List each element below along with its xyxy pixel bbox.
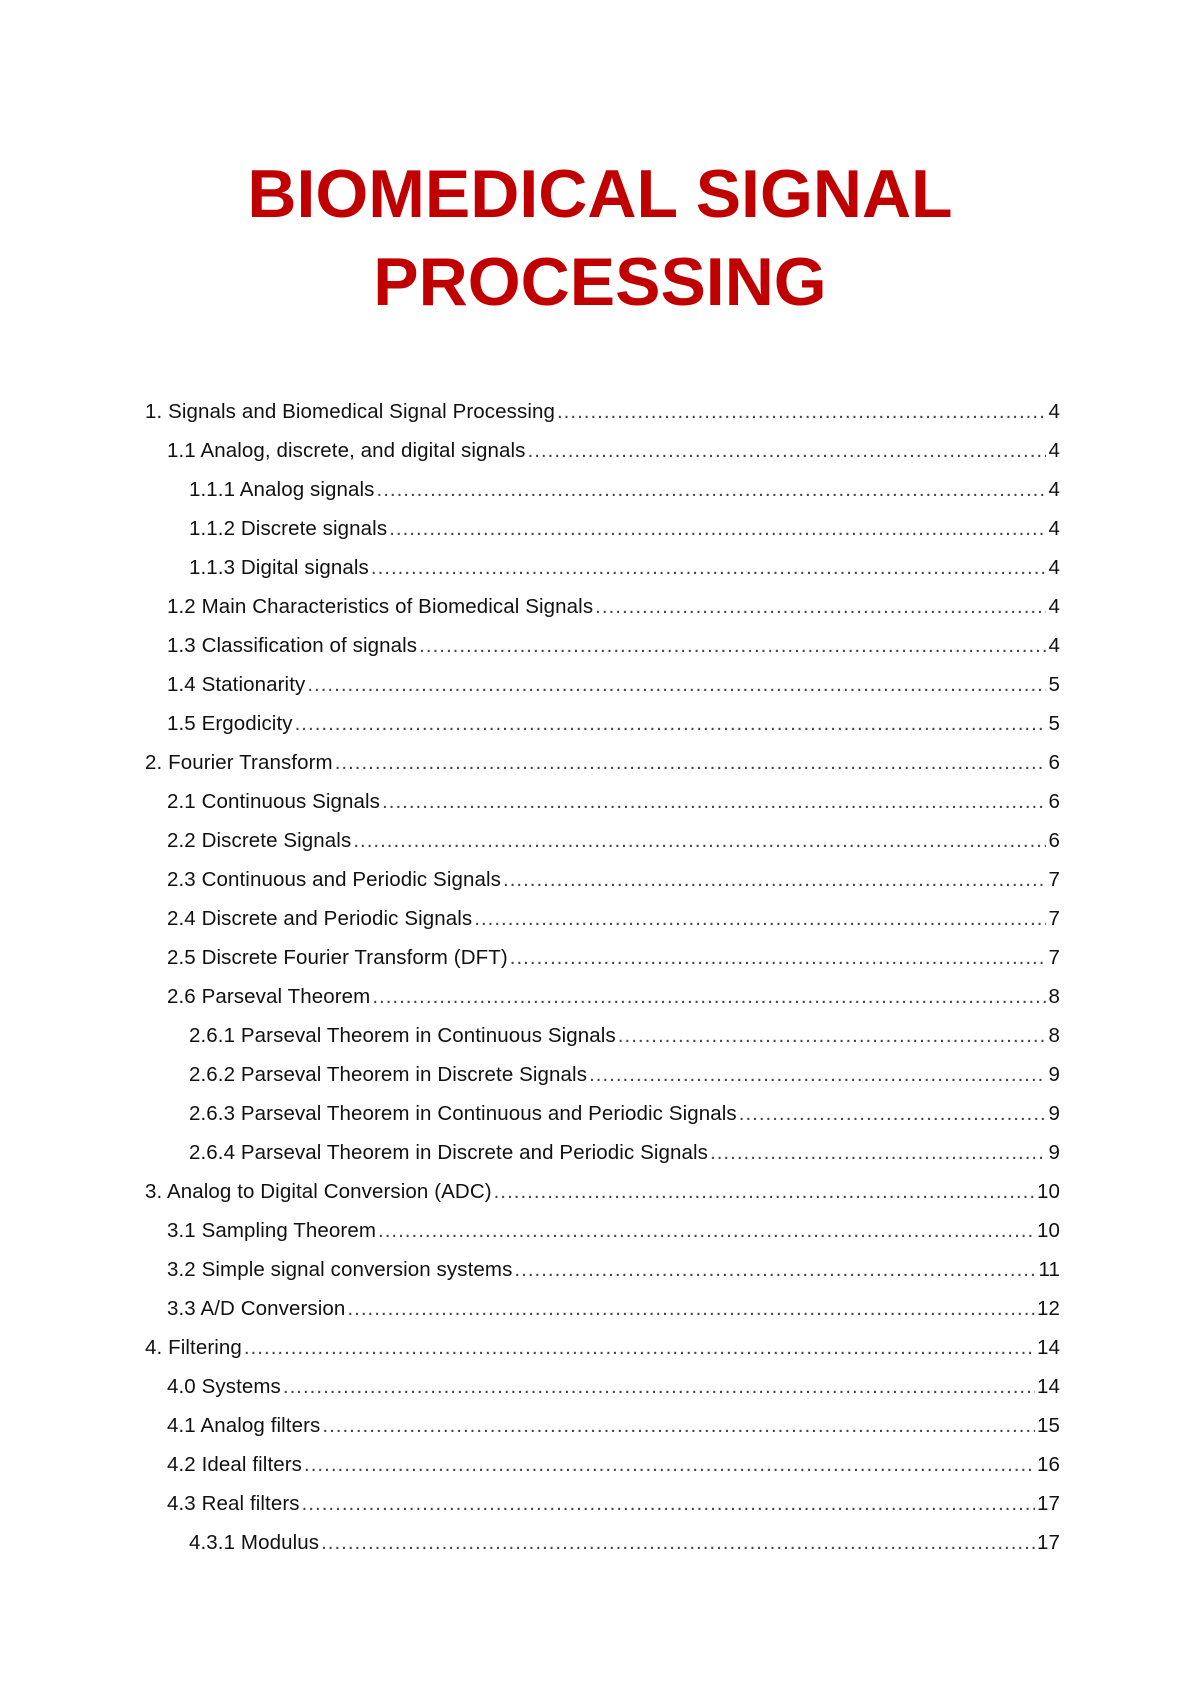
toc-dot-leader: [618, 1016, 1047, 1055]
toc-entry-title: 3.3 A/D Conversion: [167, 1297, 346, 1320]
toc-entry-title: 2. Fourier Transform: [145, 751, 333, 774]
toc-dot-leader: [474, 899, 1046, 938]
toc-page-number: 5: [1048, 712, 1060, 735]
toc-entry[interactable]: [145, 1484, 1060, 1523]
toc-dot-leader: [302, 1484, 1035, 1523]
toc-entry[interactable]: [145, 1328, 1060, 1367]
toc-page-number: 6: [1048, 751, 1060, 774]
toc-entry-title: 3.2 Simple signal conversion systems: [167, 1258, 513, 1281]
toc-entry[interactable]: [145, 782, 1060, 821]
toc-page-number: 6: [1048, 790, 1060, 813]
toc-dot-leader: [389, 509, 1046, 548]
toc-entry[interactable]: [145, 392, 1060, 431]
toc-entry-title: 4.3.1 Modulus: [189, 1531, 320, 1554]
toc-entry[interactable]: [145, 1211, 1060, 1250]
toc-page-number: 9: [1048, 1102, 1060, 1125]
toc-entry[interactable]: [145, 1289, 1060, 1328]
toc-dot-leader: [510, 938, 1047, 977]
toc-entry[interactable]: [145, 1133, 1060, 1172]
toc-entry-title: 3.1 Sampling Theorem: [167, 1219, 377, 1242]
toc-dot-leader: [353, 821, 1046, 860]
toc-dot-leader: [557, 392, 1047, 431]
toc-dot-leader: [595, 587, 1046, 626]
toc-dot-leader: [382, 782, 1046, 821]
table-of-contents: [145, 392, 1060, 1562]
toc-dot-leader: [589, 1055, 1046, 1094]
toc-dot-leader: [739, 1094, 1047, 1133]
toc-page-number: 17: [1036, 1531, 1060, 1554]
toc-entry[interactable]: [145, 1250, 1060, 1289]
toc-entry[interactable]: [145, 626, 1060, 665]
toc-dot-leader: [514, 1250, 1036, 1289]
toc-entry[interactable]: [145, 665, 1060, 704]
toc-page-number: 8: [1048, 1024, 1060, 1047]
toc-entry[interactable]: [145, 587, 1060, 626]
toc-dot-leader: [378, 1211, 1035, 1250]
toc-page-number: 4: [1048, 634, 1060, 657]
toc-entry-title: 4.2 Ideal filters: [167, 1453, 303, 1476]
toc-dot-leader: [372, 977, 1046, 1016]
toc-page-number: 16: [1036, 1453, 1060, 1476]
toc-entry[interactable]: [145, 1055, 1060, 1094]
toc-dot-leader: [528, 431, 1047, 470]
toc-entry-title: 1.2 Main Characteristics of Biomedical Signals: [167, 595, 594, 618]
toc-page-number: 4: [1048, 439, 1060, 462]
toc-entry[interactable]: [145, 899, 1060, 938]
toc-dot-leader: [244, 1328, 1035, 1367]
toc-dot-leader: [494, 1172, 1035, 1211]
document-title: [0, 150, 1200, 326]
toc-page-number: 9: [1048, 1063, 1060, 1086]
toc-entry[interactable]: [145, 1523, 1060, 1562]
toc-entry-title: 4.3 Real filters: [167, 1492, 300, 1515]
toc-entry[interactable]: [145, 1094, 1060, 1133]
toc-dot-leader: [307, 665, 1046, 704]
toc-page-number: 7: [1048, 868, 1060, 891]
toc-page-number: 4: [1048, 517, 1060, 540]
toc-entry-title: 1.4 Stationarity: [167, 673, 306, 696]
toc-entry-title: 4.1 Analog filters: [167, 1414, 321, 1437]
toc-entry[interactable]: [145, 509, 1060, 548]
toc-entry-title: 2.6.4 Parseval Theorem in Discrete and Periodic Signals: [189, 1141, 709, 1164]
toc-entry-title: 1.1.2 Discrete signals: [189, 517, 388, 540]
toc-page-number: 17: [1036, 1492, 1060, 1515]
toc-page-number: 8: [1048, 985, 1060, 1008]
toc-entry-title: 2.6.2 Parseval Theorem in Discrete Signals: [189, 1063, 588, 1086]
toc-dot-leader: [371, 548, 1047, 587]
toc-entry[interactable]: [145, 1367, 1060, 1406]
toc-page-number: 4: [1048, 595, 1060, 618]
toc-entry-title: 2.4 Discrete and Periodic Signals: [167, 907, 473, 930]
toc-page-number: 10: [1036, 1180, 1060, 1203]
toc-page-number: 7: [1048, 946, 1060, 969]
toc-page-number: 6: [1048, 829, 1060, 852]
toc-page-number: 14: [1036, 1336, 1060, 1359]
toc-page-number: 5: [1048, 673, 1060, 696]
toc-entry-title: 2.5 Discrete Fourier Transform (DFT): [167, 946, 508, 969]
toc-entry[interactable]: [145, 1172, 1060, 1211]
toc-entry[interactable]: [145, 548, 1060, 587]
toc-dot-leader: [304, 1445, 1035, 1484]
toc-page-number: 4: [1048, 556, 1060, 579]
toc-entry[interactable]: [145, 860, 1060, 899]
toc-entry-title: 2.3 Continuous and Periodic Signals: [167, 868, 501, 891]
toc-entry[interactable]: [145, 470, 1060, 509]
toc-entry-title: 4. Filtering: [145, 1336, 242, 1359]
toc-entry[interactable]: [145, 977, 1060, 1016]
title-line-2: PROCESSING: [373, 244, 827, 320]
toc-entry[interactable]: [145, 821, 1060, 860]
toc-page-number: 10: [1036, 1219, 1060, 1242]
toc-dot-leader: [283, 1367, 1035, 1406]
toc-dot-leader: [347, 1289, 1035, 1328]
toc-entry-title: 2.6.1 Parseval Theorem in Continuous Signals: [189, 1024, 616, 1047]
toc-page-number: 14: [1036, 1375, 1060, 1398]
toc-entry-title: 1.3 Classification of signals: [167, 634, 418, 657]
toc-page-number: 11: [1038, 1258, 1060, 1281]
toc-dot-leader: [295, 704, 1047, 743]
toc-entry-title: 1.1.1 Analog signals: [189, 478, 375, 501]
toc-page-number: 9: [1048, 1141, 1060, 1164]
toc-entry[interactable]: [145, 1016, 1060, 1055]
toc-page-number: 4: [1048, 400, 1060, 423]
toc-entry-title: 1. Signals and Biomedical Signal Processing: [145, 400, 555, 423]
toc-dot-leader: [322, 1406, 1035, 1445]
toc-page-number: 7: [1048, 907, 1060, 930]
toc-entry[interactable]: [145, 938, 1060, 977]
toc-dot-leader: [335, 743, 1047, 782]
toc-dot-leader: [503, 860, 1046, 899]
title-line-1: BIOMEDICAL SIGNAL: [247, 156, 953, 232]
toc-entry-title: 3. Analog to Digital Conversion (ADC): [145, 1180, 492, 1203]
toc-entry[interactable]: [145, 431, 1060, 470]
toc-entry-title: 2.1 Continuous Signals: [167, 790, 381, 813]
toc-entry-title: 2.6 Parseval Theorem: [167, 985, 371, 1008]
toc-entry[interactable]: [145, 743, 1060, 782]
toc-entry-title: 1.1.3 Digital signals: [189, 556, 369, 579]
toc-dot-leader: [377, 470, 1047, 509]
toc-dot-leader: [321, 1523, 1035, 1562]
toc-entry-title: 4.0 Systems: [167, 1375, 281, 1398]
toc-dot-leader: [710, 1133, 1046, 1172]
toc-entry-title: 1.5 Ergodicity: [167, 712, 293, 735]
toc-entry[interactable]: [145, 1445, 1060, 1484]
toc-page-number: 4: [1048, 478, 1060, 501]
toc-entry[interactable]: [145, 704, 1060, 743]
toc-entry-title: 1.1 Analog, discrete, and digital signals: [167, 439, 526, 462]
toc-entry[interactable]: [145, 1406, 1060, 1445]
toc-page-number: 12: [1036, 1297, 1060, 1320]
toc-entry-title: 2.6.3 Parseval Theorem in Continuous and Periodic Signals: [189, 1102, 737, 1125]
toc-page-number: 15: [1036, 1414, 1060, 1437]
toc-dot-leader: [419, 626, 1046, 665]
toc-entry-title: 2.2 Discrete Signals: [167, 829, 352, 852]
